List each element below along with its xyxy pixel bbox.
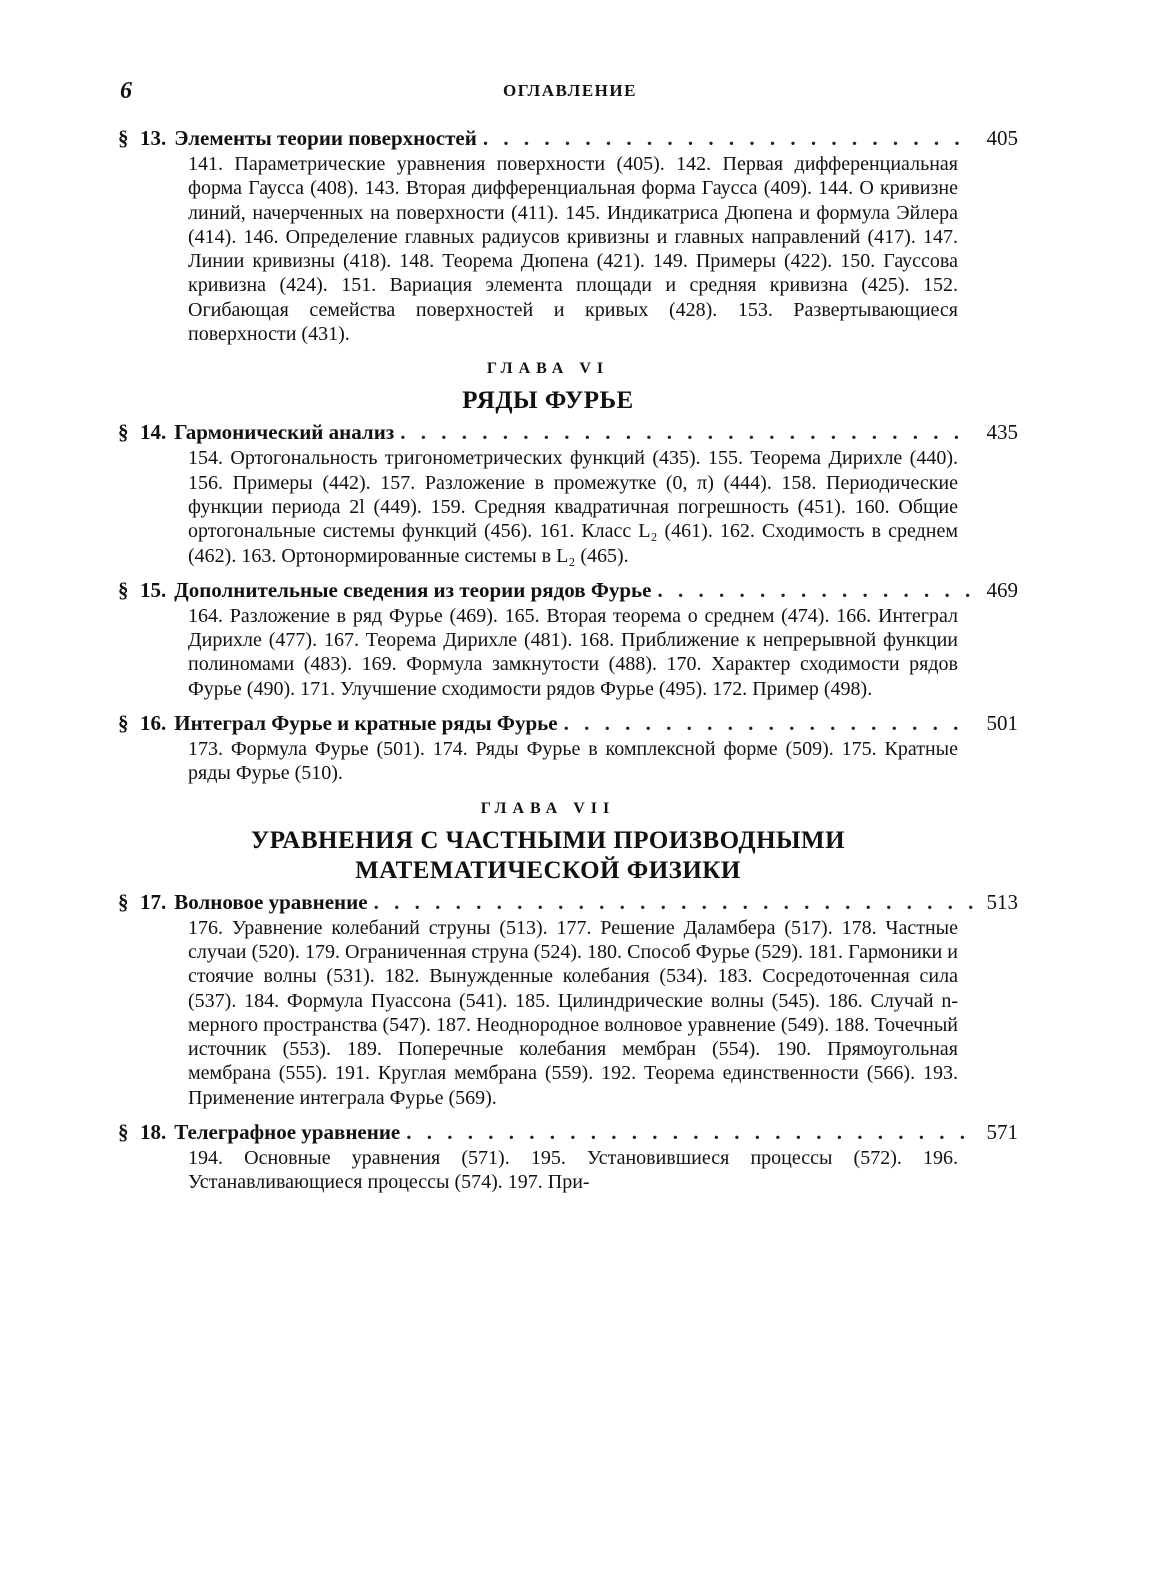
toc-section-13	[118, 126, 1018, 346]
dot-leader	[564, 711, 974, 735]
section-sign: §	[118, 889, 129, 914]
section-number: 16.	[140, 711, 167, 736]
dot-leader	[657, 578, 974, 602]
page-number: 6	[120, 78, 132, 104]
chapter-7-heading	[118, 800, 1018, 886]
toc-section-heading[interactable]	[118, 890, 1018, 914]
section-page-number: 435	[986, 420, 1018, 445]
chapter-6-heading	[118, 360, 1018, 416]
toc-section-18	[118, 1120, 1018, 1195]
section-page-number: 501	[986, 711, 1018, 736]
section-sign: §	[118, 126, 129, 150]
toc-content	[118, 126, 1018, 1205]
section-page-number: 469	[986, 577, 1018, 602]
dot-leader	[406, 1120, 974, 1144]
toc-section-heading[interactable]	[118, 1120, 1018, 1144]
chapter-title: РЯДЫ ФУРЬЕ	[462, 387, 634, 415]
section-number: 13.	[140, 126, 167, 150]
toc-section-14	[118, 420, 1018, 567]
section-number: 17.	[140, 889, 167, 914]
section-sign: §	[118, 1120, 129, 1145]
section-subtopics: 194. Основные уравнения (571). 195. Установившиеся процессы (572). 196. Устанавливающиеся процессы (574). 197. При-	[188, 1147, 958, 1194]
running-head	[120, 78, 1020, 104]
dot-leader	[483, 126, 974, 150]
section-title: Интеграл Фурье и кратные ряды Фурье	[174, 711, 558, 736]
section-sign: §	[118, 711, 129, 736]
section-subtopics: 173. Формула Фурье (501). 174. Ряды Фурье в комплексной форме (509). 175. Кратные ряды Фурье (510).	[188, 738, 958, 785]
section-number: 15.	[140, 577, 167, 602]
running-title: ОГЛАВЛЕНИЕ	[503, 81, 637, 100]
toc-section-heading[interactable]	[118, 126, 1018, 150]
section-title: Телеграфное уравнение	[174, 1120, 401, 1145]
chapter-title: УРАВНЕНИЯ С ЧАСТНЫМИ ПРОИЗВОДНЫМИ МАТЕМАТИЧЕСКОЙ ФИЗИКИ	[250, 826, 846, 884]
section-title: Гармонический анализ	[174, 420, 395, 445]
toc-section-heading[interactable]	[118, 711, 1018, 735]
section-subtopics: 141. Параметрические уравнения поверхности (405). 142. Первая дифференциальная форма Гаусса (408). 143. Вторая дифференциальная форма Гаусса (409). 144. О кривизне линий, начерченных на поверхности (411). 145. Индикатриса Дюпена и формула Эйлера (414). 146. Определение главных радиусов кривизны и главных направлений (417). 147. Линии кривизны (418). 148. Теорема Дюпена (421). 149. Примеры (422). 150. Гауссова кривизна (424). 151. Вариация элемента площади и средняя кривизна (425). 152. Огибающая семейства поверхностей и кривых (428). 153. Развертывающиеся поверхности (431).	[188, 153, 958, 346]
section-page-number: 405	[986, 126, 1018, 150]
dot-leader	[374, 890, 974, 914]
section-sign: §	[118, 577, 129, 602]
chapter-label: ГЛАВА VII	[480, 799, 616, 817]
section-title: Волновое уравнение	[174, 889, 368, 914]
chapter-label: ГЛАВА VI	[486, 360, 610, 378]
toc-section-15	[118, 578, 1018, 701]
section-page-number: 513	[986, 889, 1018, 914]
dot-leader	[400, 420, 974, 444]
section-number: 14.	[140, 420, 167, 445]
section-title: Дополнительные сведения из теории рядов Фурье	[174, 577, 652, 602]
section-title: Элементы теории поверхностей	[174, 126, 477, 150]
section-page-number: 571	[986, 1120, 1018, 1145]
section-subtopics: 154. Ортогональность тригонометрических функций (435). 155. Теорема Дирихле (440). 156. Примеры (442). 157. Разложение в промежутке (0, π) (444). 158. Периодические функции периода 2l (449). 159. Средняя квадратичная погрешность (451). 160. Общие ортогональные системы функций (456). 161. Класс L₂ (461). 162. Сходимость в среднем (462). 163. Ортонормированные системы в L₂ (465).	[188, 447, 958, 567]
section-sign: §	[118, 420, 129, 445]
toc-section-16	[118, 711, 1018, 786]
section-subtopics: 176. Уравнение колебаний струны (513). 177. Решение Даламбера (517). 178. Частные случаи (520). 179. Ограниченная струна (524). 180. Способ Фурье (529). 181. Гармоники и стоячие волны (531). 182. Вынужденные колебания (534). 183. Сосредоточенная сила (537). 184. Формула Пуассона (541). 185. Цилиндрические волны (545). 186. Случай n-мерного пространства (547). 187. Неоднородное волновое уравнение (549). 188. Точечный источник (553). 189. Поперечные колебания мембран (554). 190. Прямоугольная мембрана (555). 191. Круглая мембрана (559). 192. Теорема единственности (566). 193. Применение интеграла Фурье (569).	[188, 916, 958, 1109]
toc-section-17	[118, 890, 1018, 1110]
section-number: 18.	[140, 1120, 167, 1145]
section-subtopics: 164. Разложение в ряд Фурье (469). 165. Вторая теорема о среднем (474). 166. Интеграл Дирихле (477). 167. Теорема Дирихле (481). 168. Приближение к непрерывной функции полиномами (483). 169. Формула замкнутости (488). 170. Характер сходимости рядов Фурье (490). 171. Улучшение сходимости рядов Фурье (495). 172. Пример (498).	[188, 604, 958, 700]
toc-section-heading[interactable]	[118, 578, 1018, 602]
toc-section-heading[interactable]	[118, 420, 1018, 444]
